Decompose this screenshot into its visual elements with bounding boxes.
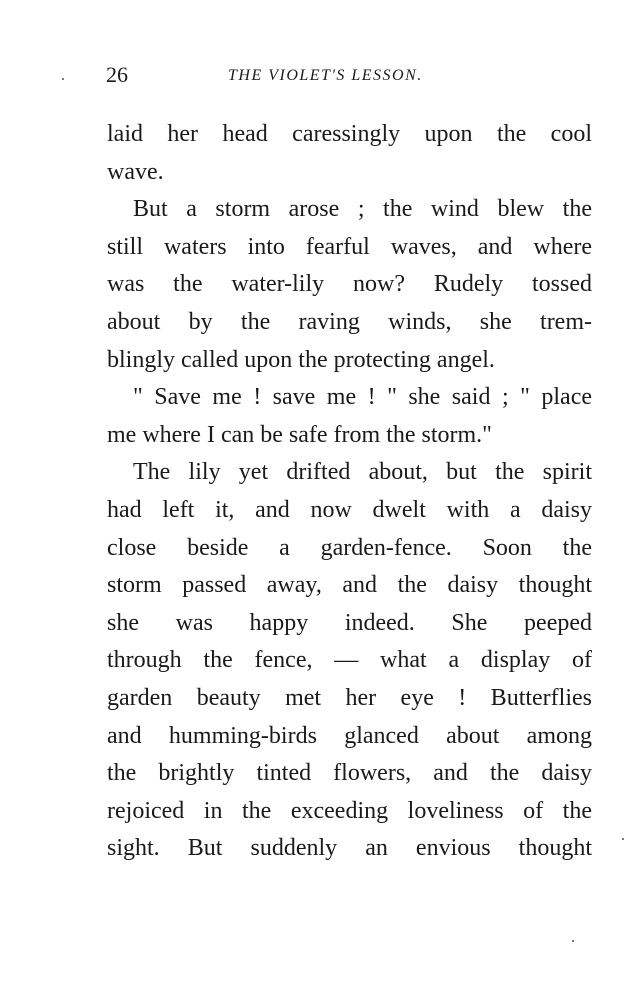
text-line: the brightly tinted flowers, and the daisy bbox=[107, 760, 592, 787]
text-line: laid her head caressingly upon the cool bbox=[107, 121, 592, 147]
text-line: The lily yet drifted about, but the spirit bbox=[133, 459, 592, 486]
running-title: THE VIOLET'S LESSON. bbox=[228, 67, 423, 84]
text-line: storm passed away, and the daisy thought bbox=[107, 572, 592, 599]
text-line: sight. But suddenly an envious thought bbox=[107, 835, 592, 862]
text-line: she was happy indeed. She peeped bbox=[107, 609, 592, 636]
text-line: blingly called upon the protecting angel. bbox=[107, 346, 495, 373]
text-line: still waters into fearful waves, and where bbox=[107, 233, 592, 260]
text-line: me where I can be safe from the storm." bbox=[107, 421, 492, 448]
ink-speck bbox=[62, 78, 64, 80]
text-line: through the fence, — what a display of bbox=[107, 647, 592, 674]
ink-speck bbox=[622, 838, 624, 840]
text-line: wave. bbox=[107, 158, 164, 185]
ink-speck bbox=[572, 940, 574, 942]
text-line: had left it, and now dwelt with a daisy bbox=[107, 496, 592, 523]
text-line: about by the raving winds, she trem- bbox=[107, 308, 592, 335]
text-line: " Save me ! save me ! " she said ; " place bbox=[133, 384, 592, 411]
body-text bbox=[107, 116, 592, 868]
page-number: 26 bbox=[106, 62, 128, 87]
text-line: and humming-birds glanced about among bbox=[107, 722, 592, 749]
text-line: close beside a garden-fence. Soon the bbox=[107, 534, 592, 561]
text-line: garden beauty met her eye ! Butterflies bbox=[107, 684, 592, 711]
text-line: rejoiced in the exceeding loveliness of the bbox=[107, 797, 592, 824]
text-line: was the water-lily now? Rudely tossed bbox=[107, 271, 592, 298]
text-line: But a storm arose ; the wind blew the bbox=[133, 196, 592, 223]
